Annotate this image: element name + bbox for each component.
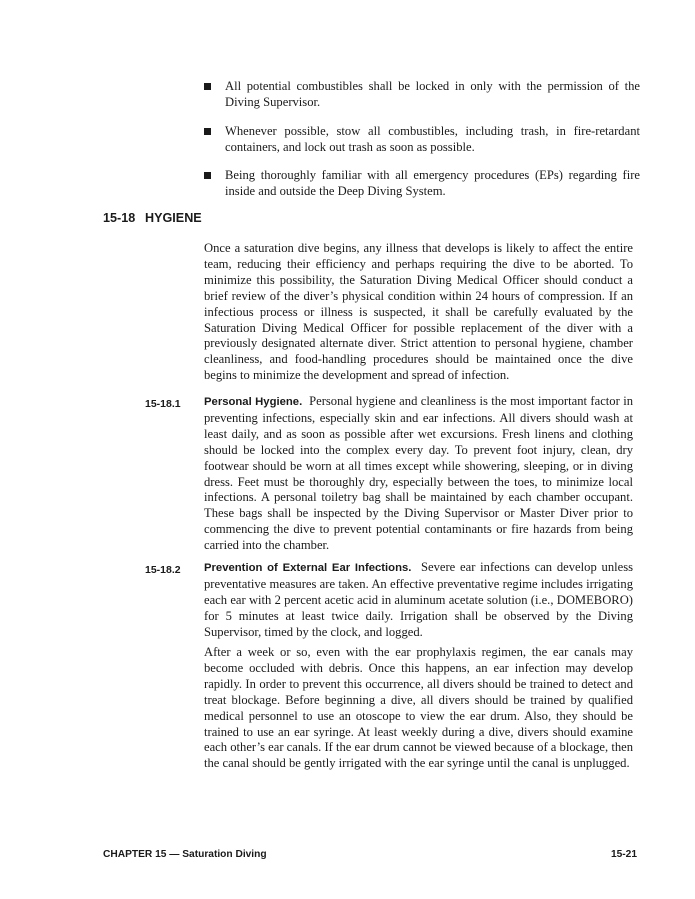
bullet-square-icon — [204, 172, 211, 179]
bullet-item — [204, 168, 640, 200]
bullet-text: Being thoroughly familiar with all emergency procedures (EPs) regarding fire inside and outside the Deep Diving System. — [225, 168, 640, 198]
bullet-text: All potential combustibles shall be locked in only with the permission of the Diving Supervisor. — [225, 79, 640, 109]
footer-page-number: 15-21 — [610, 849, 637, 860]
section-title: HYGIENE — [145, 211, 202, 225]
subsection-text: Personal hygiene and cleanliness is the most important factor in preventing infections, especially skin and ear infections. All divers should wash at least daily, and as soon as possible after wet excursions. Fresh linens and clothing should be locked into the complex every day. To prevent foot injury, clean, dry footwear should be worn at all times except while showering, sleeping, or in diving dress. Feet must be thoroughly dry, especially between the toes, to minimize local infections. A personal toiletry bag shall be maintained by each chamber occupant. These bags shall be inspected by the Diving Supervisor or Master Diver prior to commencing the dive to prevent potential contaminants or fire hazards from being carried into the chamber. — [204, 394, 634, 553]
subsection-heading: Prevention of External Ear Infections. — [204, 562, 412, 574]
subsection-heading: Personal Hygiene. — [204, 396, 303, 408]
bullet-item — [204, 124, 640, 156]
subsection-paragraph — [204, 560, 633, 641]
subsection-paragraph-2: After a week or so, even with the ear prophylaxis regimen, the ear canals may become occluded with debris. Once this happens, an ear infection may develop rapidly. In order to prevent this occurrence, all divers should be trained to detect and treat blockage. Before beginning a dive, all divers should be trained by qualified medical personnel to use an otoscope to view the ear drum. Also, they should be trained to use an ear syringe. At least weekly during a dive, divers should examine each other’s ear canals. If the ear drum cannot be viewed because of a blockage, then the canal should be gently irrigated with the ear syringe until the canal is unplugged. — [204, 645, 633, 771]
section-intro-paragraph: Once a saturation dive begins, any illness that develops is likely to affect the entire team, reducing their efficiency and perhaps requiring the dive to be aborted. To minimize this possibility, the Saturation Diving Medical Officer should conduct a brief review of the diver’s physical condition within 24 hours of compression. If an infectious process or illness is suspected, it shall be carefully evaluated by the Saturation Diving Medical Officer for possible replacement of the diver with a previously designated alternate diver. Strict attention to personal hygiene, chamber cleanliness, and food-handling procedures should be maintained once the dive begins to minimize the development and spread of infection. — [204, 241, 633, 383]
bullet-square-icon — [204, 128, 211, 135]
bullet-square-icon — [204, 83, 211, 90]
section-heading — [103, 211, 202, 225]
subsection-number: 15-18.1 — [145, 398, 181, 410]
subsection-text: Severe ear infections can develop unless preventative measures are taken. An effective preventative regime includes irrigating each ear with 2 percent acetic acid in aluminum acetate solution (i.e., DOMEBORO) for 5 minutes at least twice daily. Irrigation shall be observed by the Diving Supervisor, timed by the clock, and logged. — [204, 560, 634, 639]
section-number: 15-18 — [103, 211, 136, 225]
footer-chapter-title: CHAPTER 15 — Saturation Diving — [103, 849, 267, 860]
subsection-number: 15-18.2 — [145, 564, 181, 576]
bullet-item — [204, 79, 640, 111]
bullet-text: Whenever possible, stow all combustibles, including trash, in fire-retardant containers, and lock out trash as soon as possible. — [225, 124, 640, 154]
subsection-paragraph — [204, 394, 633, 554]
